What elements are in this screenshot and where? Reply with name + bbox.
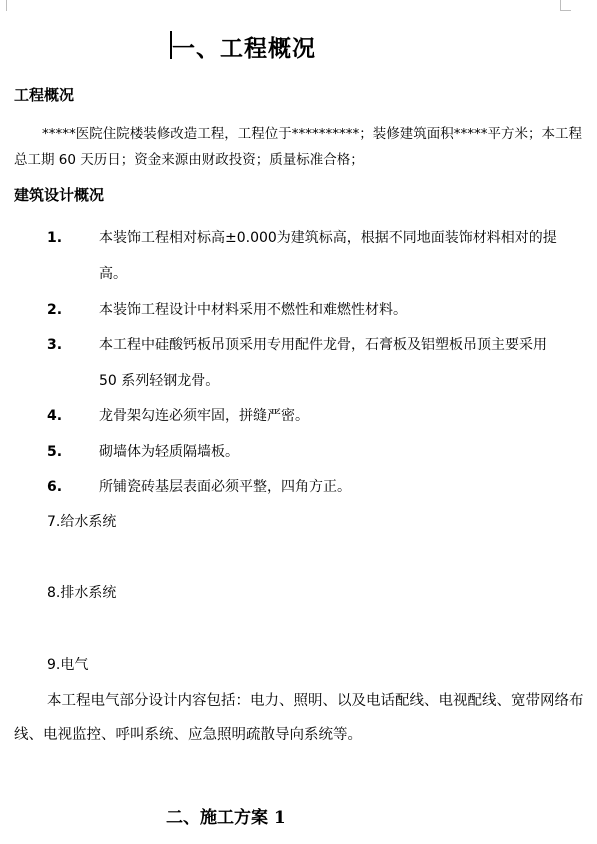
margin-corner-mark (560, 0, 571, 11)
subsection-number: 7. (47, 514, 61, 530)
list-number: 2. (47, 302, 63, 318)
subsection-drainage[interactable] (47, 582, 116, 602)
subsection-label: 排水系统 (60, 585, 117, 601)
list-text: 龙骨架勾连必须牢固，拼缝严密。 (99, 408, 309, 424)
list-number: 4. (47, 408, 63, 424)
heading-1[interactable]: 一、工程概况 (172, 36, 316, 62)
list-text: 所铺瓷砖基层表面必须平整，四角方正。 (99, 479, 351, 495)
subsection-electrical[interactable] (47, 654, 88, 674)
overview-paragraph[interactable]: *****医院住院楼装修改造工程，工程位于**********；装修建筑面积*****平方米；本工程总工期 60 天历日；资金来源由财政投资；质量标准合格； (14, 126, 582, 168)
electrical-paragraph[interactable]: 本工程电气部分设计内容包括：电力、照明、以及电话配线、电视配线、宽带网络布线、电视监控、呼叫系统、应急照明疏散导向系统等。 (14, 693, 584, 743)
list-number: 3. (47, 337, 63, 353)
list-text: 砌墙体为轻质隔墙板。 (99, 444, 239, 460)
subsection-label: 电气 (60, 657, 89, 673)
section-title-design[interactable]: 建筑设计概况 (14, 186, 105, 204)
subsection-number: 9. (47, 657, 61, 673)
heading-2[interactable]: 二、施工方案 1 (166, 808, 286, 828)
list-text: 本工程中硅酸钙板吊顶采用专用配件龙骨，石膏板及铝塑板吊顶主要采用 50 系列轻钢龙骨。 (99, 337, 547, 389)
list-number: 1. (47, 230, 63, 246)
list-text: 本装饰工程相对标高±0.000为建筑标高，根据不同地面装饰材料相对的提高。 (99, 230, 557, 282)
subsection-water-supply[interactable] (47, 511, 116, 531)
list-text: 本装饰工程设计中材料采用不燃性和难燃性材料。 (99, 302, 407, 318)
subsection-label: 给水系统 (60, 514, 117, 530)
section-title-overview[interactable]: 工程概况 (14, 86, 75, 104)
subsection-number: 8. (47, 585, 61, 601)
list-number: 6. (47, 479, 63, 495)
list-number: 5. (47, 444, 63, 460)
margin-corner-mark (6, 0, 7, 11)
